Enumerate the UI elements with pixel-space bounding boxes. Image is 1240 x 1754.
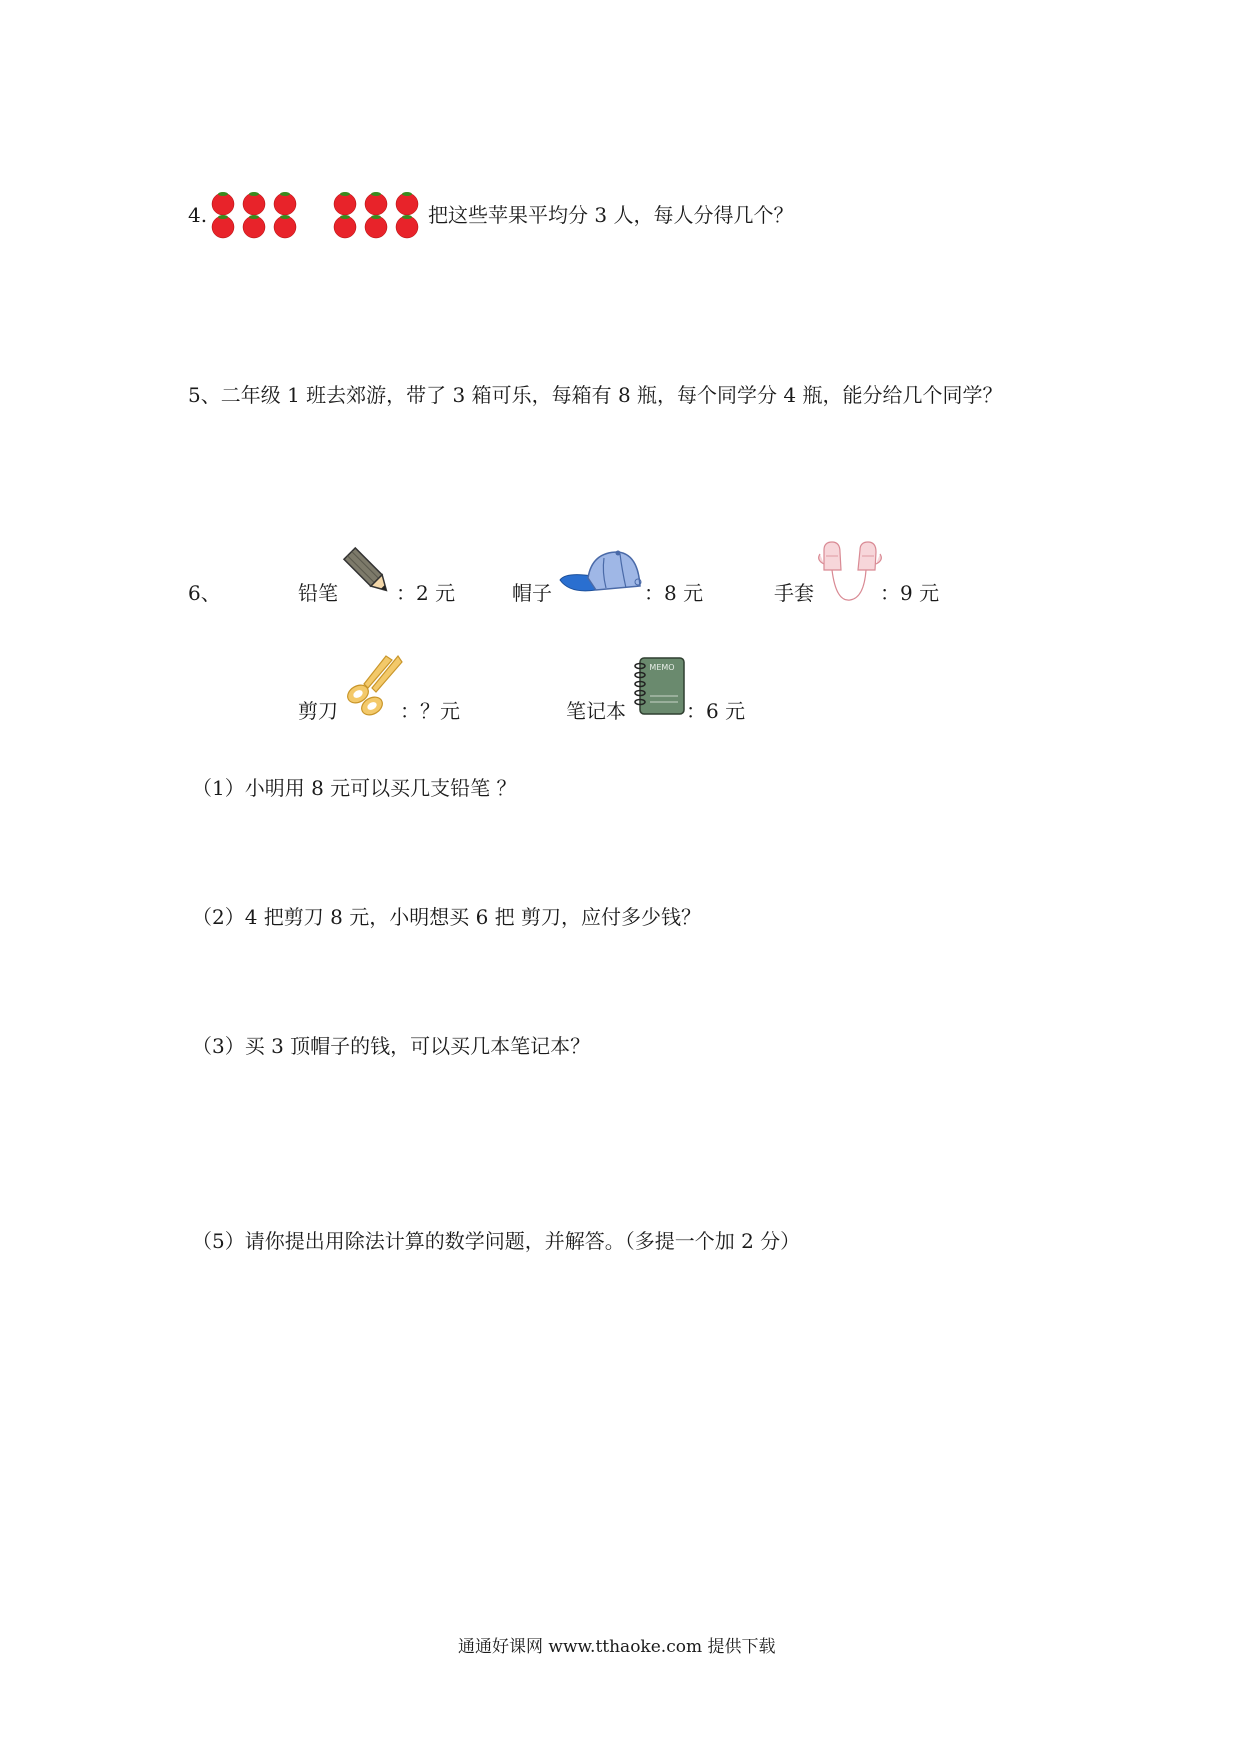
mittens-price: ：9 元 bbox=[880, 581, 940, 605]
cap-icon bbox=[556, 546, 646, 598]
pencil-icon bbox=[340, 544, 396, 600]
apples-group-2 bbox=[332, 192, 424, 240]
notebook-memo-label: MEMO bbox=[649, 663, 675, 672]
pencil-price: ：2 元 bbox=[396, 581, 456, 605]
mittens-label: 手套 bbox=[774, 581, 814, 605]
q6-sub-2: （2）4 把剪刀 8 元，小明想买 6 把 剪刀，应付多少钱？ bbox=[192, 905, 702, 929]
q6-number: 6、 bbox=[188, 581, 221, 605]
mittens-icon bbox=[816, 540, 884, 604]
cap-label: 帽子 bbox=[512, 581, 552, 605]
q4-text: 把这些苹果平均分 3 人，每人分得几个？ bbox=[428, 203, 794, 227]
notebook-label: 笔记本 bbox=[566, 699, 626, 723]
scissors-icon bbox=[342, 654, 404, 718]
cap-price: ：8 元 bbox=[644, 581, 704, 605]
scissors-price: ：？元 bbox=[400, 699, 460, 723]
pencil-label: 铅笔 bbox=[298, 581, 338, 605]
notebook-price: ：6 元 bbox=[686, 699, 746, 723]
q6-sub-1: （1）小明用 8 元可以买几支铅笔 ？ bbox=[192, 776, 517, 800]
apples-group-1 bbox=[210, 192, 302, 240]
q4-number: 4. bbox=[188, 203, 208, 227]
q6-sub-3: （3）买 3 顶帽子的钱，可以买几本笔记本？ bbox=[192, 1034, 591, 1058]
q6-sub-5: （5）请你提出用除法计算的数学问题，并解答。（多提一个加 2 分） bbox=[192, 1229, 801, 1253]
page-footer: 通通好课网 www.tthaoke.com 提供下载 bbox=[458, 1637, 776, 1657]
q5-text: 5、二年级 1 班去郊游，带了 3 箱可乐，每箱有 8 瓶，每个同学分 4 瓶，能分给几个同学？ bbox=[188, 383, 1003, 407]
scissors-label: 剪刀 bbox=[298, 699, 338, 723]
notebook-icon bbox=[632, 656, 688, 718]
